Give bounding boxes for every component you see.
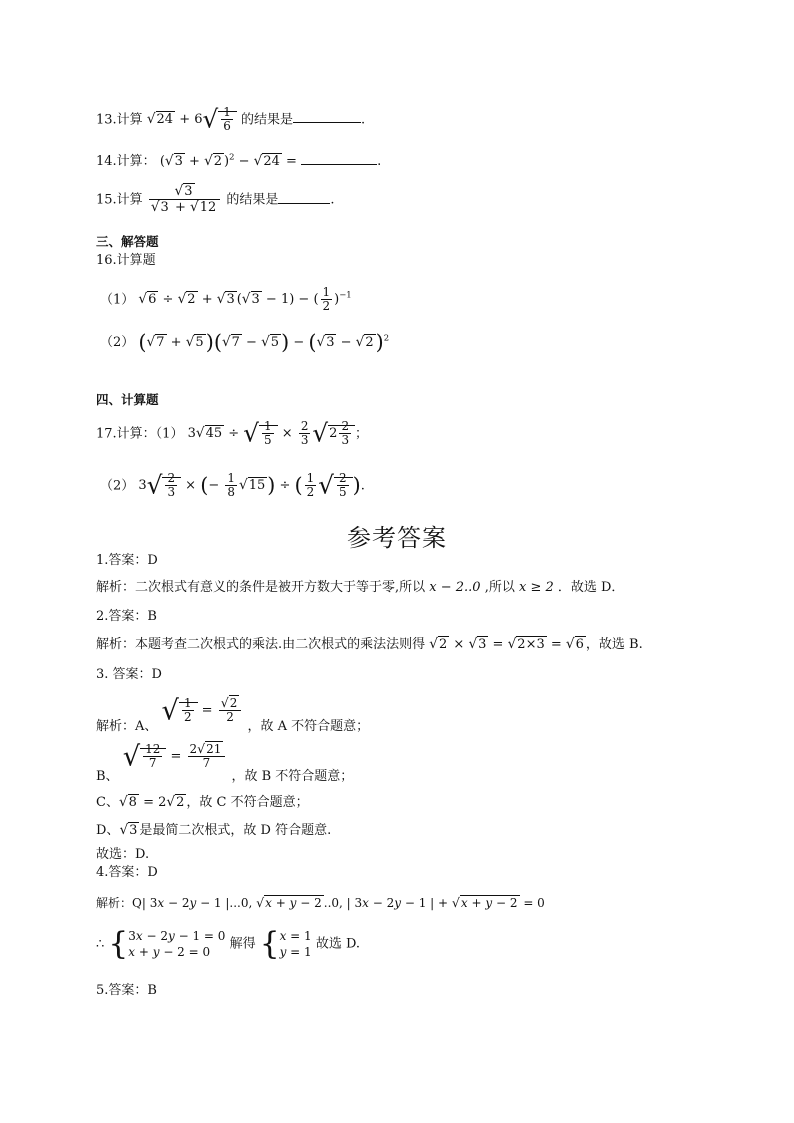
answer-2-analysis: 解析：本题考查二次根式的乘法.由二次根式的乘法法则得 √2 × √3 = √2×3 = √6 ，故选 B. xyxy=(96,636,643,652)
q14-formula: (√3 + √2 )$^2$ − √24 = xyxy=(159,151,302,169)
q16-part1-formula: √6 ÷ √2 + √3 (√3 − 1) − ( $\frac{1}{2}$ )$^{-1}$ xyxy=(138,285,352,314)
a1-formula-1: x − 2..0 xyxy=(425,580,485,595)
answer-3-c: C、√8 = 2√2 ，故 C 不符合题意； xyxy=(96,794,309,810)
q16-title: 16.计算题 xyxy=(96,253,156,268)
question-15: 15.计算 $\frac{√3}{√3 + √12}$ 的结果是 . xyxy=(96,183,335,216)
q14-prefix: 14.计算： xyxy=(96,154,156,169)
answer-4-label: 4.答案：D xyxy=(96,865,158,880)
a2-formula: √2 × √3 = √2×3 = √6 xyxy=(429,636,584,652)
q17-part2: （2） 3√ $\frac{2}{3}$ × (− $\frac{1}{8}$ √15) ÷ ( $\frac{1}{2}$ √ $\frac{2}{5}$ ). xyxy=(100,470,365,500)
answer-4-system: ∴ { 3x − 2y − 1 = 0 x + y − 2 = 0 解得 { x = 1 y = 1 故选 D. xyxy=(96,925,361,962)
q17-part1: 17.计算：（1） 3√45 ÷ √ $\frac{1}{5}$ × $\frac{2}{3}$ √2 $\frac{2}{3}$ ； xyxy=(96,418,369,448)
answer-3-label: 3. 答案：D xyxy=(96,667,162,682)
section-heading-3: 三、解答题 xyxy=(96,234,159,249)
a4-formula-1: Q| 3x − 2y − 1 |...0, √x + y − 2 ..0, | 3x − 2y − 1 | + √x + y − 2 = 0 xyxy=(132,895,545,910)
answer-3-b: B、 √ $\frac{12}{7}$ = $\frac{2√21}{7}$ ，故 B 不符合题意； xyxy=(96,740,354,784)
answer-3-a: 解析：A、 √ $\frac{1}{2}$ = $\frac{√2}{2}$ ，故 A 不符合题意； xyxy=(96,694,370,734)
a3-formula-c: √8 = 2√2 xyxy=(118,794,185,810)
question-14: 14.计算： (√3 + √2 )$^2$ − √24 = . xyxy=(96,151,382,169)
a3-formula-a: √ $\frac{1}{2}$ = $\frac{√2}{2}$ xyxy=(162,703,244,718)
q13-suffix: 的结果是 xyxy=(241,112,294,128)
q13-formula: √24 + 6√ $\frac{1}{6}$ xyxy=(147,112,241,127)
a1-formula-2: x ≥ 2 xyxy=(514,580,558,595)
answer-blank[interactable] xyxy=(293,110,361,123)
answer-4-analysis: 解析：Q| 3x − 2y − 1 |...0, √x + y − 2 ..0, | 3x − 2y − 1 | + √x + y − 2 = 0 xyxy=(96,895,545,910)
answer-2-label: 2.答案：B xyxy=(96,609,157,624)
answer-blank[interactable] xyxy=(278,191,330,204)
answer-1-analysis: 解析：二次根式有意义的条件是被开方数大于等于零,所以 x − 2..0 ,所以 x ≥ 2 ．故选 D． xyxy=(96,580,625,595)
a3-formula-b: √ $\frac{12}{7}$ = $\frac{2√21}{7}$ xyxy=(123,749,228,764)
q16-part2-formula: $(√7 + √5)(√7 - √5) - (√3 - √2)^2$ xyxy=(138,330,390,354)
a4-system-2: { x = 1 y = 1 xyxy=(259,925,312,962)
q16-part1: （1） √6 ÷ √2 + √3 (√3 − 1) − ( $\frac{1}{2}$ )$^{-1}$ xyxy=(100,285,352,314)
q15-prefix: 15.计算 xyxy=(96,192,143,208)
q13-prefix: 13.计算 xyxy=(96,112,143,128)
answer-3-conclusion: 故选：D. xyxy=(96,847,150,862)
q15-suffix: 的结果是 xyxy=(226,192,279,208)
q17-part1-formula: 3√45 ÷ √ $\frac{1}{5}$ × $\frac{2}{3}$ √2 $\frac{2}{3}$ xyxy=(188,426,355,441)
q16-part2: （2） $(√7 + √5)(√7 - √5) - (√3 - √2)^2$ xyxy=(100,330,390,354)
section-heading-4: 四、计算题 xyxy=(96,392,159,407)
a3-formula-d: √3 xyxy=(119,822,138,838)
q17-part2-formula: 3√ $\frac{2}{3}$ × (− $\frac{1}{8}$ √15) ÷ ( $\frac{1}{2}$ √ $\frac{2}{5}$ ) xyxy=(138,470,361,500)
answer-1-label: 1.答案：D xyxy=(96,553,158,568)
question-13: 13.计算 √24 + 6√ $\frac{1}{6}$ 的结果是 . xyxy=(96,104,366,134)
answer-blank[interactable] xyxy=(301,152,377,165)
q15-formula: $\frac{√3}{√3 + √12}$ xyxy=(147,193,227,208)
answer-5-label: 5.答案：B xyxy=(96,983,157,998)
answers-title: 参考答案 xyxy=(347,524,447,552)
answer-3-d: D、√3 是最简二次根式，故 D 符合题意. xyxy=(96,822,332,838)
a4-system-1: ∴ { 3x − 2y − 1 = 0 x + y − 2 = 0 xyxy=(96,925,226,962)
